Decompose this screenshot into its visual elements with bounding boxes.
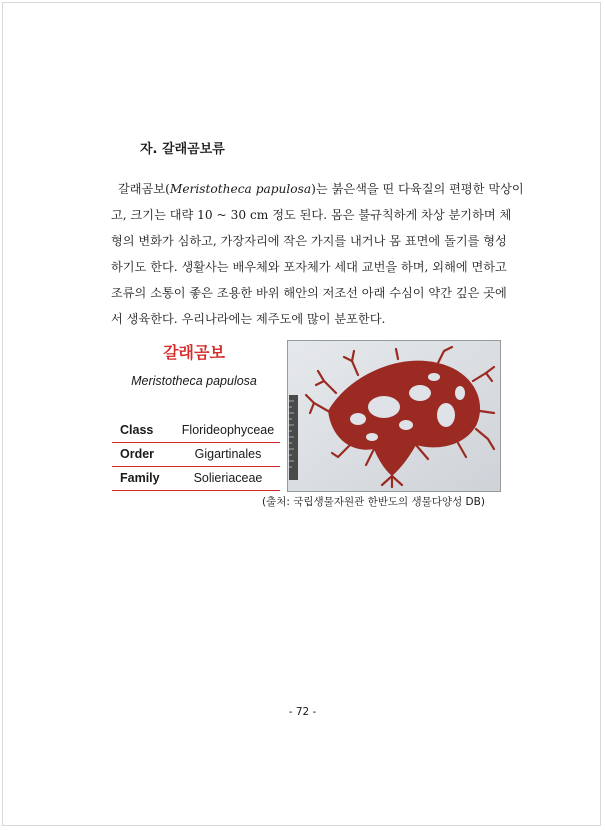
taxonomy-name: Gigartinales xyxy=(194,447,262,461)
taxonomy-rank: Order xyxy=(120,447,155,461)
description-paragraph xyxy=(111,176,524,332)
photo-caption: (출처: 국립생물자원관 한반도의 생물다양성 DB) xyxy=(262,496,485,508)
page-number: - 72 - xyxy=(288,706,317,718)
paragraph-line: 고, 크기는 대략 10 ~ 30 cm 정도 된다. 몸은 불규칙하게 차상 분기하며 체 xyxy=(111,208,512,222)
scientific-name: Meristotheca papulosa xyxy=(131,374,257,388)
paragraph-line: 서 생육한다. 우리나라에는 제주도에 많이 분포한다. xyxy=(111,312,386,326)
paragraph-line: 하기도 한다. 생활사는 배우체와 포자체가 세대 교번을 하며, 외해에 면하고 xyxy=(111,260,507,274)
taxonomy-name: Solieriaceae xyxy=(193,471,263,485)
paragraph-text: 갈래곰보( xyxy=(118,182,170,196)
paragraph-line xyxy=(111,176,524,202)
paragraph-line: 형의 변화가 심하고, 가장자리에 작은 가지를 내거나 몸 표면에 돌기를 형성 xyxy=(111,234,507,248)
taxonomy-row-class xyxy=(112,420,280,443)
seaweed-image xyxy=(288,341,500,491)
paragraph-line: 조류의 소통이 좋은 조용한 바위 해안의 저조선 아래 수심이 약간 깊은 곳에 xyxy=(111,286,507,300)
paragraph-text: )는 붉은색을 띤 다육질의 편평한 막상이 xyxy=(311,182,524,196)
taxonomy-row-family xyxy=(112,468,280,491)
section-heading: 자. 갈래곰보류 xyxy=(140,142,225,157)
taxonomy-name: Florideophyceae xyxy=(181,423,275,437)
scientific-name-inline: Meristotheca papulosa xyxy=(169,182,312,196)
taxonomy-row-order xyxy=(112,444,280,467)
taxonomy-rank: Class xyxy=(120,423,154,437)
taxonomy-rank: Family xyxy=(120,471,160,485)
seaweed-photo xyxy=(287,340,501,492)
korean-name: 갈래곰보 xyxy=(163,343,225,362)
